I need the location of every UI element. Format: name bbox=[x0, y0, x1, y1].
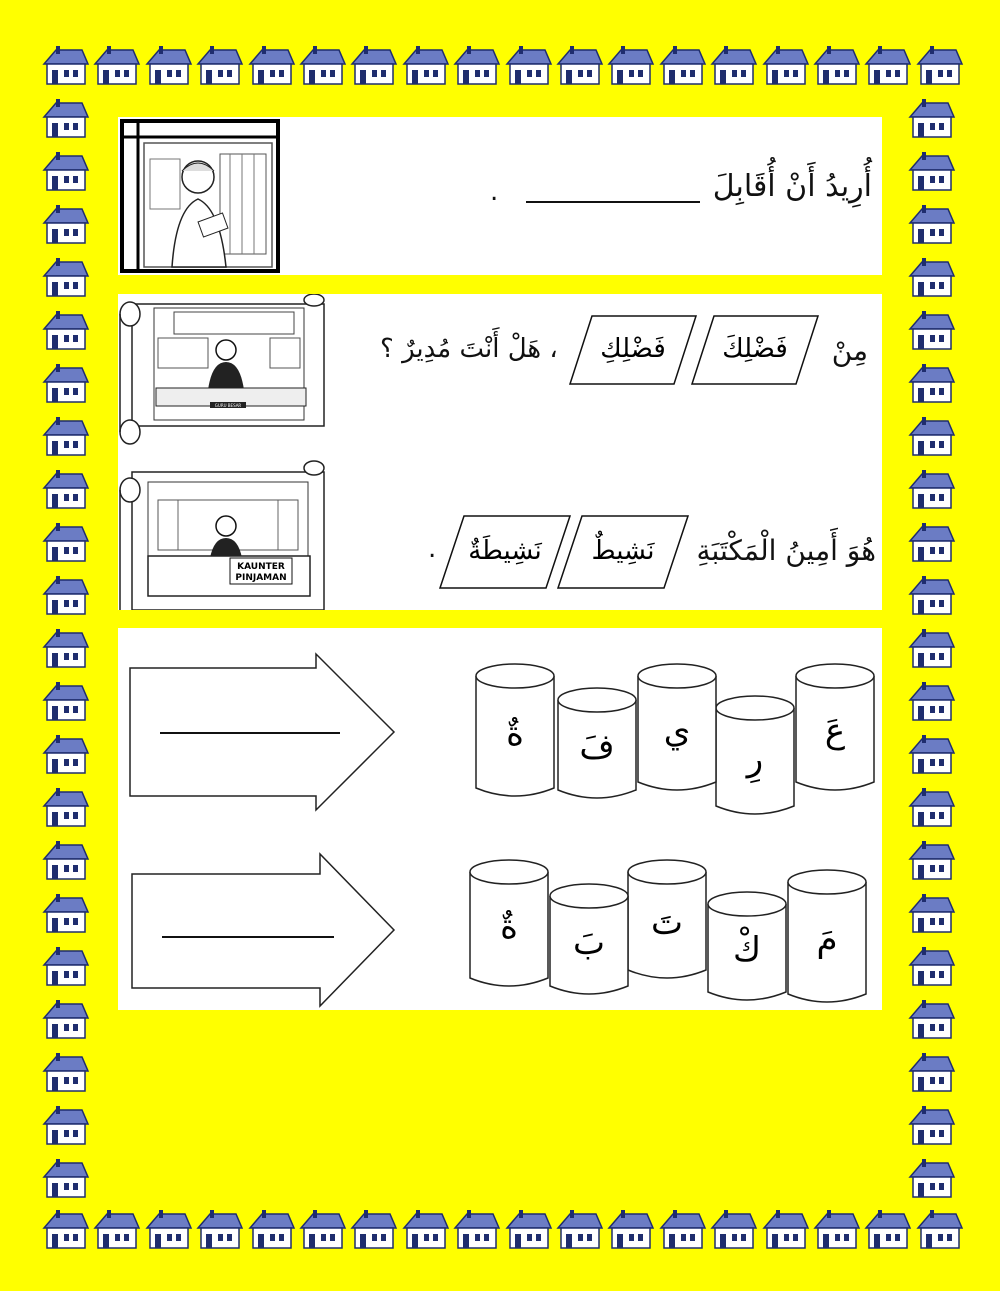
letter-can[interactable] bbox=[548, 882, 630, 1000]
house-icon bbox=[908, 205, 956, 245]
option-box-fadlika[interactable] bbox=[690, 314, 820, 386]
house-icon bbox=[762, 46, 810, 86]
house-icon bbox=[42, 99, 90, 139]
house-icon bbox=[42, 788, 90, 828]
option-box-nashit[interactable] bbox=[556, 514, 690, 590]
option-label: فَضْلِكَ bbox=[722, 334, 788, 364]
word-2-answer-blank[interactable] bbox=[162, 936, 334, 938]
house-icon bbox=[908, 1053, 956, 1093]
house-icon bbox=[93, 46, 141, 86]
house-icon bbox=[505, 46, 553, 86]
house-icon bbox=[42, 152, 90, 192]
house-icon bbox=[908, 682, 956, 722]
house-icon bbox=[145, 1210, 193, 1250]
letter: مَ bbox=[816, 920, 838, 960]
letter-can[interactable] bbox=[636, 662, 718, 796]
house-icon bbox=[607, 46, 655, 86]
house-icon bbox=[864, 1210, 912, 1250]
house-icon bbox=[42, 576, 90, 616]
house-icon bbox=[350, 46, 398, 86]
letter: بَ bbox=[572, 923, 605, 963]
answer-blank-1[interactable] bbox=[526, 201, 700, 203]
house-icon bbox=[248, 46, 296, 86]
house-icon bbox=[196, 46, 244, 86]
counter-label-line-1: KAUNTER bbox=[237, 562, 285, 572]
letter: عَ bbox=[824, 711, 846, 751]
house-icon bbox=[42, 894, 90, 934]
house-icon bbox=[908, 735, 956, 775]
option-label: نَشِيطٌ bbox=[591, 536, 655, 566]
house-icon bbox=[42, 364, 90, 404]
house-icon bbox=[864, 46, 912, 86]
option-label: نَشِيطَةٌ bbox=[468, 536, 542, 566]
house-icon bbox=[916, 46, 964, 86]
house-icon bbox=[710, 46, 758, 86]
house-icon bbox=[299, 1210, 347, 1250]
letter: ي bbox=[663, 711, 691, 751]
house-icon bbox=[813, 46, 861, 86]
letter-can[interactable] bbox=[794, 662, 876, 796]
house-icon bbox=[42, 205, 90, 245]
house-icon bbox=[908, 152, 956, 192]
house-icon bbox=[453, 46, 501, 86]
arrow-answer-2 bbox=[128, 852, 400, 1010]
letter-can[interactable] bbox=[474, 662, 556, 802]
house-icon bbox=[908, 1000, 956, 1040]
arrow-answer-1 bbox=[126, 652, 398, 822]
question-1-sentence: أُرِيدُ أَنْ أُقَابِلَ bbox=[712, 169, 872, 204]
house-icon bbox=[402, 46, 450, 86]
house-icon bbox=[42, 46, 90, 86]
letter-can[interactable] bbox=[556, 686, 638, 804]
house-icon bbox=[908, 788, 956, 828]
house-icon bbox=[908, 1106, 956, 1146]
house-icon bbox=[42, 417, 90, 457]
house-icon bbox=[908, 576, 956, 616]
house-icon bbox=[908, 364, 956, 404]
house-icon bbox=[908, 1159, 956, 1199]
letter: فَ bbox=[579, 727, 615, 767]
house-icon bbox=[42, 523, 90, 563]
house-icon bbox=[762, 1210, 810, 1250]
house-icon bbox=[42, 1106, 90, 1146]
librarian-picture bbox=[118, 460, 328, 610]
question-3-end-mark: . bbox=[428, 534, 437, 564]
house-icon bbox=[908, 258, 956, 298]
question-1-end-mark: . bbox=[490, 177, 499, 207]
house-icon bbox=[299, 46, 347, 86]
question-2-prefix: مِنْ bbox=[831, 334, 868, 367]
house-icon bbox=[908, 417, 956, 457]
house-icon bbox=[659, 46, 707, 86]
house-icon bbox=[145, 46, 193, 86]
house-icon bbox=[42, 629, 90, 669]
house-icon bbox=[248, 1210, 296, 1250]
house-icon bbox=[42, 841, 90, 881]
house-icon bbox=[402, 1210, 450, 1250]
question-1-panel bbox=[118, 117, 882, 275]
letter: رِ bbox=[746, 739, 764, 779]
question-2-suffix: ، هَلْ أَنْتَ مُدِيرٌ ؟ bbox=[380, 334, 558, 364]
house-icon bbox=[42, 470, 90, 510]
letter-can[interactable] bbox=[714, 694, 796, 820]
house-icon bbox=[505, 1210, 553, 1250]
question-2-3-panel bbox=[118, 294, 882, 610]
student-picture bbox=[120, 119, 282, 273]
house-icon bbox=[196, 1210, 244, 1250]
counter-label-line-2: PINJAMAN bbox=[235, 573, 287, 583]
house-icon bbox=[42, 311, 90, 351]
house-icon bbox=[908, 523, 956, 563]
house-icon bbox=[42, 682, 90, 722]
house-icon bbox=[813, 1210, 861, 1250]
house-icon bbox=[42, 1000, 90, 1040]
house-icon bbox=[908, 311, 956, 351]
principal-plate-text: GURU BESAR bbox=[214, 403, 242, 408]
house-icon bbox=[42, 258, 90, 298]
house-icon bbox=[42, 1159, 90, 1199]
question-3-prefix: هُوَ أَمِينُ الْمَكْتَبَةِ bbox=[696, 534, 876, 567]
house-icon bbox=[453, 1210, 501, 1250]
principal-picture bbox=[118, 294, 328, 446]
option-box-nashitah[interactable] bbox=[438, 514, 572, 590]
word-building-panel bbox=[118, 628, 882, 1010]
house-icon bbox=[93, 1210, 141, 1250]
letter-can[interactable] bbox=[786, 868, 868, 1008]
letter-can[interactable] bbox=[468, 858, 550, 992]
option-box-fadliki[interactable] bbox=[568, 314, 698, 386]
letter: ةٌ bbox=[506, 714, 524, 754]
letter: كْ bbox=[732, 930, 762, 970]
house-icon bbox=[908, 894, 956, 934]
house-icon bbox=[908, 99, 956, 139]
house-icon bbox=[908, 841, 956, 881]
house-icon bbox=[908, 470, 956, 510]
house-icon bbox=[556, 1210, 604, 1250]
house-icon bbox=[916, 1210, 964, 1250]
house-icon bbox=[350, 1210, 398, 1250]
word-1-answer-blank[interactable] bbox=[160, 732, 340, 734]
letter-can[interactable] bbox=[706, 890, 788, 1006]
house-icon bbox=[556, 46, 604, 86]
option-label: فَضْلِكِ bbox=[600, 334, 666, 364]
house-icon bbox=[42, 947, 90, 987]
house-icon bbox=[42, 1210, 90, 1250]
letter-can[interactable] bbox=[626, 858, 708, 984]
letter: ةٌ bbox=[500, 907, 518, 947]
letter: تَ bbox=[650, 903, 683, 943]
house-icon bbox=[710, 1210, 758, 1250]
house-icon bbox=[908, 629, 956, 669]
house-icon bbox=[607, 1210, 655, 1250]
house-icon bbox=[42, 735, 90, 775]
house-icon bbox=[908, 947, 956, 987]
house-icon bbox=[42, 1053, 90, 1093]
house-icon bbox=[659, 1210, 707, 1250]
